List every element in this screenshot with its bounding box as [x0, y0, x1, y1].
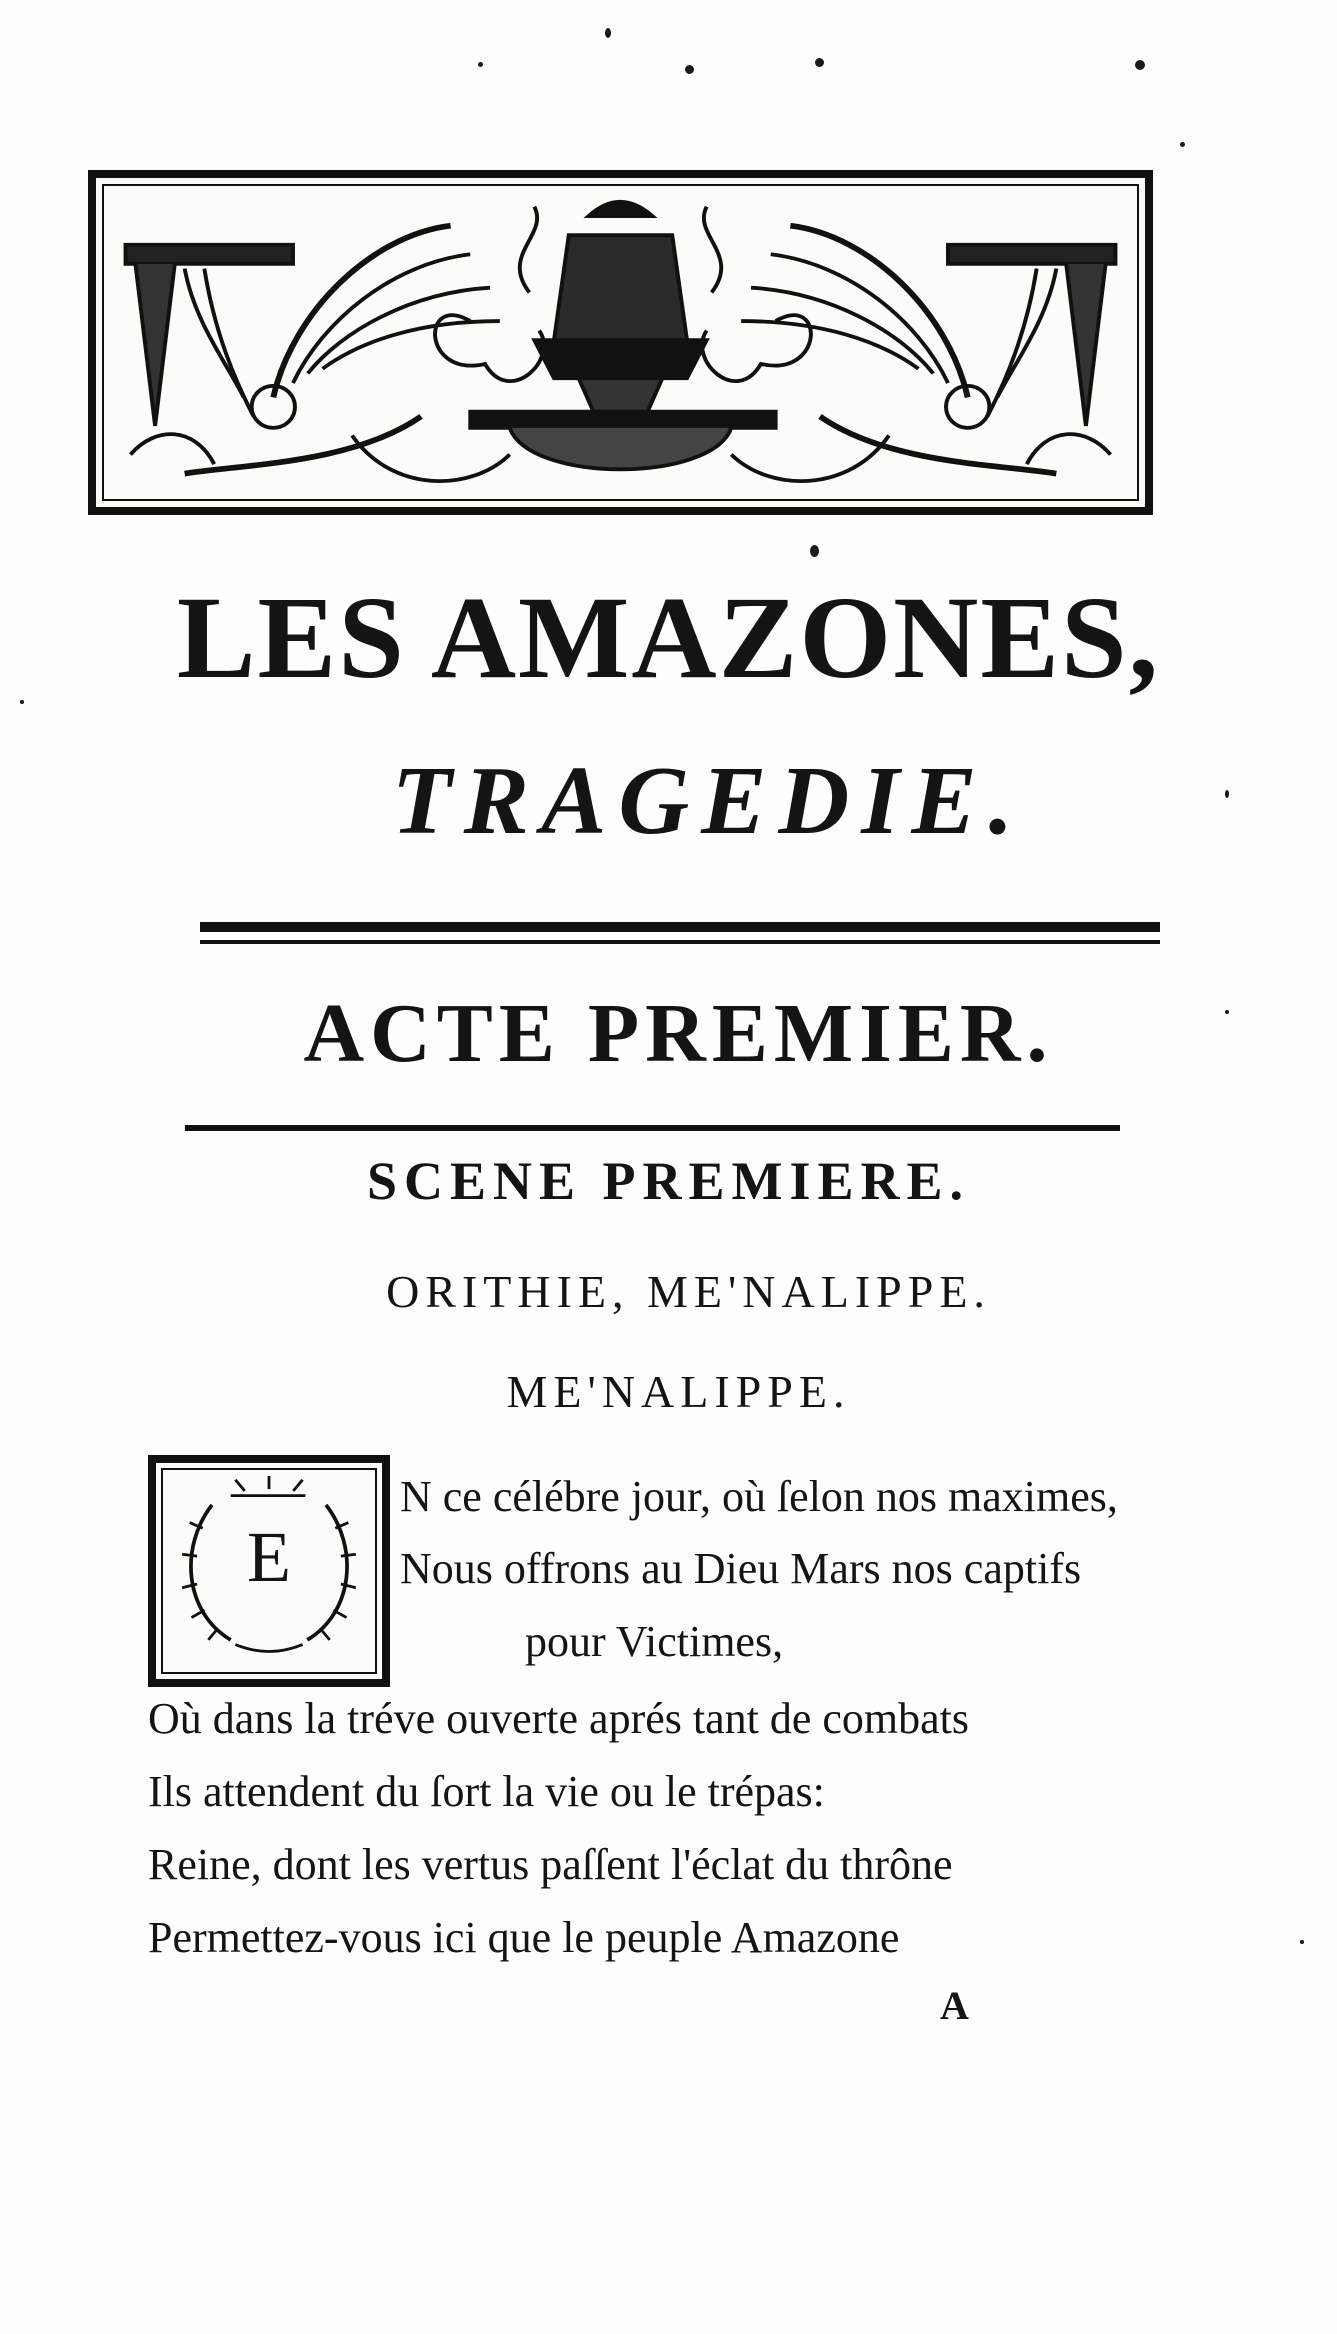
- play-genre: TRAGEDIE.: [391, 747, 1026, 855]
- verse-line: Ils attendent du ſort la vie ou le trépas:: [148, 1767, 825, 1816]
- ink-speck: [815, 58, 824, 67]
- verse-line: pour Victimes,: [525, 1617, 784, 1666]
- verse-line: Où dans la tréve ouverte aprés tant de combats: [148, 1694, 970, 1743]
- ink-speck: [810, 545, 819, 557]
- ink-speck: [1300, 1940, 1304, 1944]
- ink-speck: [478, 62, 483, 67]
- ink-speck: [605, 28, 611, 38]
- double-rule-thin: [200, 940, 1160, 944]
- act-rule: [185, 1125, 1120, 1131]
- ink-speck: [685, 65, 694, 74]
- signature-mark: A: [940, 1983, 969, 2028]
- verse-line: Permettez-vous ici que le peuple Amazone: [148, 1913, 900, 1962]
- play-title: LES AMAZONES,: [176, 572, 1161, 703]
- double-rule-thick: [200, 922, 1160, 932]
- scene-heading: SCENE PREMIERE.: [366, 1151, 971, 1211]
- verse-line: Reine, dont les vertus paſſent l'éclat du thrône: [148, 1840, 953, 1889]
- verse-line: N ce célébre jour, où ſelon nos maximes,: [400, 1472, 1118, 1521]
- initial-letter: E: [247, 1517, 291, 1597]
- verse-line: Nous offrons au Dieu Mars nos captifs: [400, 1544, 1082, 1593]
- act-heading: ACTE PREMIER.: [303, 987, 1054, 1080]
- decorated-initial: [148, 1455, 390, 1687]
- ornamental-headpiece-icon: [96, 178, 1145, 507]
- character-list: ORITHIE, ME'NALIPPE.: [386, 1266, 991, 1317]
- ink-speck: [1135, 60, 1145, 70]
- speaker-name: ME'NALIPPE.: [506, 1366, 851, 1417]
- headpiece-ornament: [88, 170, 1153, 515]
- ink-speck: [1180, 142, 1185, 147]
